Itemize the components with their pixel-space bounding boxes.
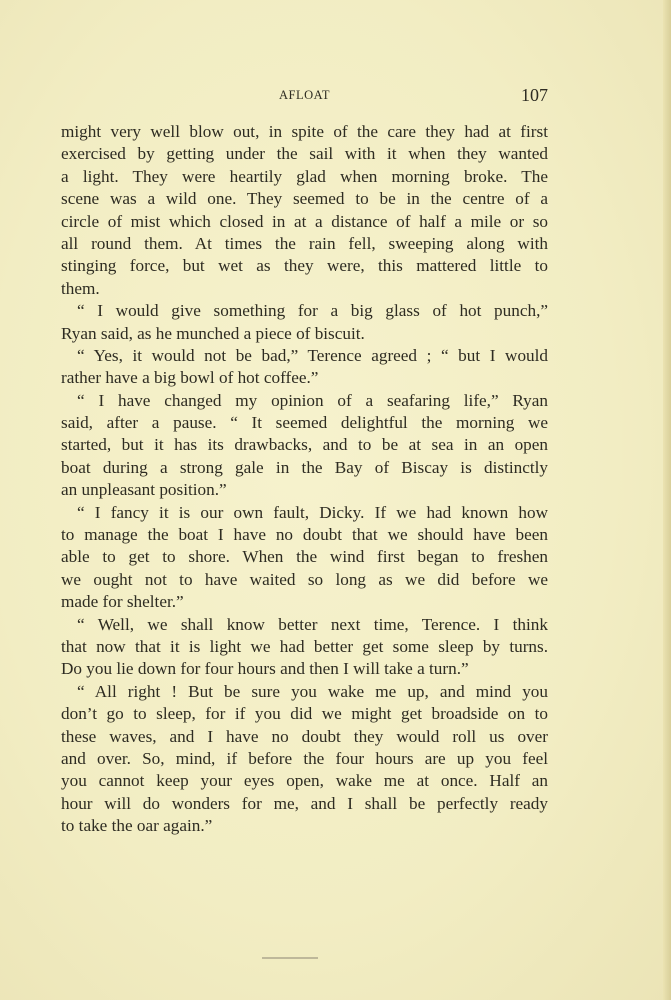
text-line: and over. So, mind, if before the four hours are up you feel xyxy=(61,748,548,768)
text-line: an unpleasant position.” xyxy=(61,480,227,500)
paragraph xyxy=(61,390,548,502)
page-header xyxy=(61,86,548,110)
text-line: scene was a wild one. They seemed to be in the centre of a xyxy=(61,189,548,209)
text-line: stinging force, but wet as they were, this mattered little to xyxy=(61,256,548,276)
text-line: to take the oar again.” xyxy=(61,816,213,836)
text-line: a light. They were heartily glad when morning broke. The xyxy=(61,166,548,186)
running-title: AFLOAT xyxy=(279,88,330,102)
text-line: all round them. At times the rain fell, sweeping along with xyxy=(61,233,548,253)
text-line: “ All right ! But be sure you wake me up, and mind you xyxy=(77,681,548,701)
text-line: “ Well, we shall know better next time, Terence. I think xyxy=(77,614,548,634)
text-line: circle of mist which closed in at a distance of half a mile or so xyxy=(61,211,548,231)
paragraph xyxy=(61,681,548,838)
text-line: Ryan said, as he munched a piece of biscuit. xyxy=(61,323,365,343)
text-line: started, but it has its drawbacks, and to be at sea in an open xyxy=(61,435,548,455)
text-line: able to get to shore. When the wind first began to freshen xyxy=(61,547,548,567)
text-line: “ I fancy it is our own fault, Dicky. If we had known how xyxy=(77,502,548,522)
paragraph xyxy=(61,345,548,390)
text-line: you cannot keep your eyes open, wake me at once. Half an xyxy=(61,771,548,791)
text-line: that now that it is light we had better get some sleep by turns. xyxy=(61,636,548,656)
text-line: boat during a strong gale in the Bay of Biscay is distinctly xyxy=(61,457,548,477)
page-number: 107 xyxy=(521,85,548,105)
bottom-rule xyxy=(262,957,318,959)
text-line: made for shelter.” xyxy=(61,592,184,612)
text-line: “ I have changed my opinion of a seafaring life,” Ryan xyxy=(77,390,548,410)
text-line: we ought not to have waited so long as we did before we xyxy=(61,569,548,589)
text-line: exercised by getting under the sail with it when they wanted xyxy=(61,144,548,164)
paragraph xyxy=(61,614,548,681)
text-line: “ Yes, it would not be bad,” Terence agreed ; “ but I would xyxy=(77,345,548,365)
text-line: hour will do wonders for me, and I shall be perfectly ready xyxy=(61,793,548,813)
text-line: Do you lie down for four hours and then I will take a turn.” xyxy=(61,659,469,679)
text-line: them. xyxy=(61,278,100,298)
paragraph xyxy=(61,300,548,345)
paragraph xyxy=(61,502,548,614)
text-line: rather have a big bowl of hot coffee.” xyxy=(61,368,319,388)
text-line: might very well blow out, in spite of the care they had at first xyxy=(61,122,548,141)
text-line: “ I would give something for a big glass of hot punch,” xyxy=(77,301,548,321)
text-line: said, after a pause. “ It seemed delightful the morning we xyxy=(61,413,548,433)
text-line: don’t go to sleep, for if you did we might get broadside on to xyxy=(61,704,548,724)
page-edge-shadow xyxy=(663,0,671,1000)
page-body-text xyxy=(61,121,548,838)
paragraph xyxy=(61,121,548,300)
text-line: these waves, and I have no doubt they would roll us over xyxy=(61,726,548,746)
text-line: to manage the boat I have no doubt that we should have been xyxy=(61,525,548,545)
